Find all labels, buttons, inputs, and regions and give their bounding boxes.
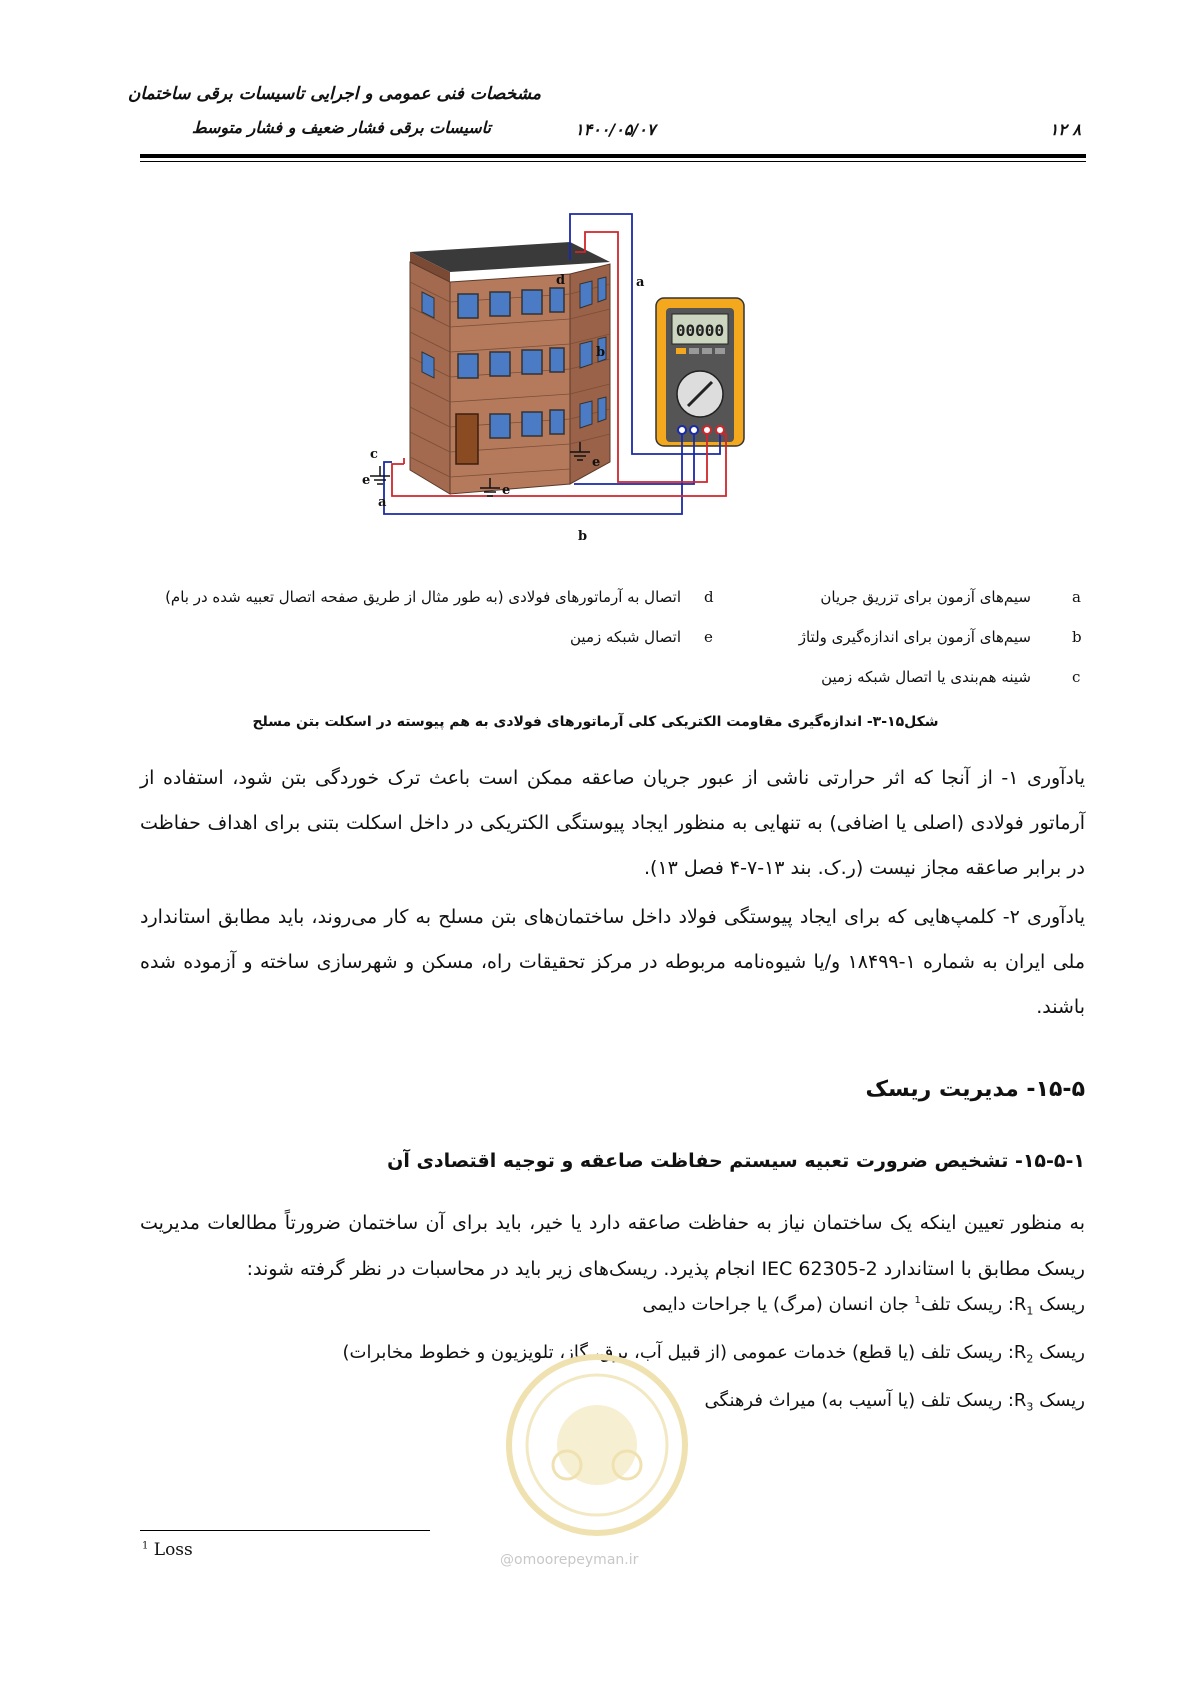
legend-a-text: سیم‌های آزمون برای تزریق جریان	[820, 588, 1031, 606]
label-b-top: b	[596, 345, 606, 360]
multimeter-display: 00000	[675, 321, 725, 340]
footnote-rule	[140, 1530, 430, 1531]
header-page-number: ۸ ۱۲	[1049, 120, 1081, 139]
legend-d-letter: d	[704, 588, 714, 606]
label-e-mid: e	[502, 483, 511, 498]
risk-r1: ریسک $R_1$: ریسک تلف$^1$ جان انسان (مرگ) یا جراحات دایمی	[642, 1294, 1085, 1318]
legend-e-letter: e	[704, 628, 713, 646]
footnote: $^1$ Loss	[142, 1540, 193, 1560]
legend-d-text: اتصال به آرماتورهای فولادی (به طور مثال از طریق صفحه اتصال تعبیه شده در بام)	[165, 588, 681, 606]
note-1: یادآوری ۱- از آنجا که اثر حرارتی ناشی از عبور جریان صاعقه ممکن است باعث ترک خوردگی بتن شود، استفاده از آرماتور فولادی (اصلی یا اضافی) به تنهایی به منظور ایجاد پیوستگی الکتریکی در داخل اسکلت بتنی برای اهداف حفاظت در برابر صاعقه مجاز نیست (ر.ک. بند ۱۳-۷-۴ فصل ۱۳).	[140, 767, 1085, 879]
measurement-figure	[362, 222, 830, 562]
building-door	[456, 414, 478, 464]
label-a-bottom: a	[378, 495, 387, 510]
legend-c-text: شینه هم‌بندی یا اتصال شبکه زمین	[821, 668, 1031, 686]
watermark-url: @omoorepeyman.ir	[500, 1552, 639, 1568]
label-c: c	[370, 447, 378, 462]
label-d: d	[556, 273, 566, 288]
label-e-left: e	[362, 473, 371, 488]
label-a-top: a	[636, 275, 645, 290]
legend-b-text: سیم‌های آزمون برای اندازه‌گیری ولتاژ	[798, 628, 1031, 646]
legend-b-letter: b	[1072, 628, 1082, 646]
legend-c-letter: c	[1072, 668, 1081, 686]
section-intro: به منظور تعیین اینکه یک ساختمان نیاز به حفاظت صاعقه دارد یا خیر، باید برای آن ساختمان ضرورتاً مطالعات مدیریت ریسک مطابق با استاندارد IEC 62305-2 انجام پذیرد. ریسک‌های زیر باید در محاسبات در نظر گرفته شوند:	[140, 1212, 1085, 1280]
header-title: مشخصات فنی عمومی و اجرایی تاسیسات برقی ساختمان	[127, 84, 541, 104]
legend-a-letter: a	[1072, 588, 1081, 606]
watermark-seal	[497, 1345, 697, 1545]
figure-caption: شکل۱۵-۳- اندازه‌گیری مقاومت الکتریکی کلی آرماتورهای فولادی به هم پیوسته در اسکلت بتن مسلح	[252, 714, 939, 730]
header-subtitle: تاسیسات برقی فشار ضعیف و فشار متوسط	[191, 118, 491, 137]
risk-r3: ریسک $R_3$: ریسک تلف (یا آسیب به) میراث فرهنگی	[704, 1390, 1085, 1414]
subsection-heading: ۱۵-۵-۱- تشخیص ضرورت تعبیه سیستم حفاظت صاعقه و توجیه اقتصادی آن	[387, 1150, 1085, 1172]
note-2: یادآوری ۲- کلمپ‌هایی که برای ایجاد پیوستگی فولاد داخل ساختمان‌های بتن مسلح به کار می‌روند، باید مطابق استاندارد ملی ایران به شماره ۱-۱۸۴۹۹ و/یا شیوه‌نامه مربوطه در مرکز تحقیقات راه، مسکن و شهرسازی ساخته و آزموده شده باشند.	[140, 906, 1085, 1018]
risk-r2: ریسک $R_2$: ریسک تلف (یا قطع) خدمات عمومی (از قبیل آب، برق، گاز، تلویزیون و خطوط مخابرات)	[342, 1342, 1085, 1366]
label-e-right: e	[592, 455, 601, 470]
section-heading: ۱۵-۵- مدیریت ریسک	[865, 1077, 1085, 1102]
label-b-bottom: b	[578, 529, 588, 544]
header-date: ۱۴۰۰/۰۵/۰۷	[575, 120, 656, 139]
legend-e-text: اتصال شبکه زمین	[570, 628, 681, 646]
header-rule-thin	[140, 161, 1086, 162]
header-rule-thick	[140, 154, 1086, 158]
